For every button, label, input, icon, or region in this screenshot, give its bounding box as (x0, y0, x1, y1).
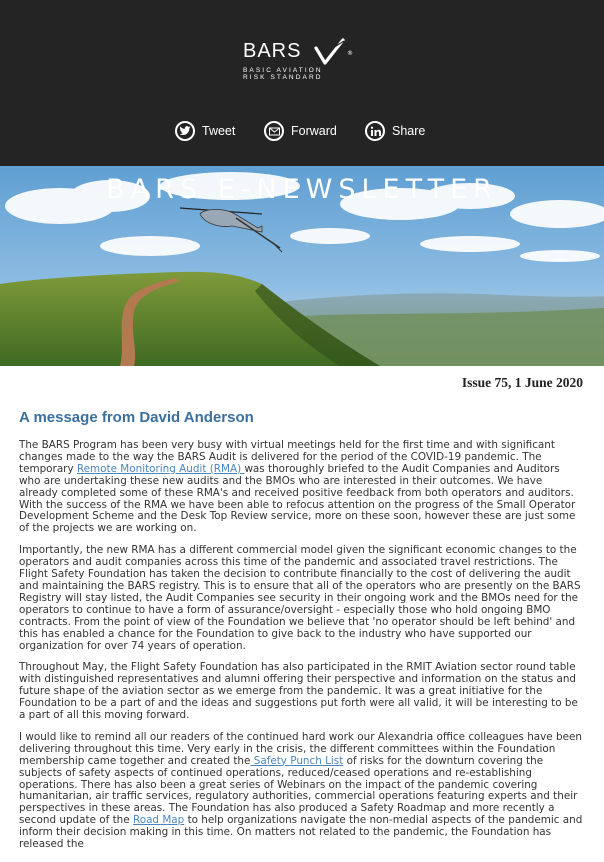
tweet-label: Tweet (202, 124, 236, 138)
safety-punch-list-link[interactable]: Safety Punch List (250, 754, 344, 767)
paragraph-4-text-b: of risks for the downturn covering the subjects of safety aspects of continued operations, reduced/ceased operations and re-establishing operations. There has also been a great series of Webinars on the impact of the pandemic covering humanitarian, air traffic services, regulatory authorities, commercial operations featuring experts and their perspectives in these areas. The Foundation has also produced a Safety Roadmap and more recently a second update of the (19, 754, 578, 827)
tagline-line-1: BASIC AVIATION (243, 67, 323, 74)
forward-label: Forward (291, 124, 337, 138)
twitter-icon (175, 121, 195, 141)
share-label: Share (392, 124, 426, 138)
bars-logo[interactable] (243, 40, 353, 81)
logo-tagline (243, 67, 323, 81)
envelope-icon (264, 121, 284, 141)
paragraph-1 (19, 440, 584, 535)
header-bar (0, 0, 604, 166)
social-share-bar (0, 118, 604, 144)
share-link[interactable] (365, 118, 425, 144)
checkmark-icon (313, 38, 347, 66)
paragraph-4-text-a: I would like to remind all our readers of the continued hard work our Alexandria office colleagues have been delivering throughout this time. Very early in the crisis, the different committees within the Foundation membership came together and created the (19, 730, 582, 767)
logo-wordmark: BARS (243, 40, 302, 62)
hero-title: BARS E-NEWSLETTER (106, 174, 498, 205)
forward-link[interactable] (264, 118, 337, 144)
paragraph-2: Importantly, the new RMA has a different commercial model given the significant economic changes to the operators and audit companies across this time of the pandemic and associated travel restrictions. The Flight Safety Foundation has taken the decision to contribute financially to the cost of delivering the audit and maintaining the BARS registry. This is to ensure that all of the operators who are presently on the BARS Registry will stay listed, the Audit Companies see security in their ongoing work and the BMOs need for the operators to continue to have a form of assurance/oversight - especially those who hold ongoing BMO contracts. From the point of view of the Foundation we believe that 'no operator should be left behind' and this has enabled a chance for the Foundation to give back to the industry who have supported our organization for over 74 years of operation. (19, 544, 581, 652)
registered-mark: ® (347, 50, 353, 57)
paragraph-4 (19, 732, 584, 851)
article-heading: A message from David Anderson (19, 409, 254, 426)
hero-banner (0, 166, 604, 366)
issue-date: Issue 75, 1 June 2020 (461, 375, 583, 390)
paragraph-1-text-b: was thoroughly briefed to the Audit Companies and Auditors who are undertaking these new audits and the BMOs who are interested in their outcomes. We have already completed some of these RMA's and received positive feedback from both operators and auditors. With the success of the RMA we have been able to refocus attention on the progress of the Small Operator Development Scheme and the Desk Top Review service, more on these soon, however these are just some of the projects we are working on. (19, 462, 576, 535)
tweet-link[interactable] (175, 118, 235, 144)
paragraph-3: Throughout May, the Flight Safety Foundation has also participated in the RMIT Aviation sector round table with distinguished representatives and alumni offering their perspective and information on the status and future shape of the aviation sector as we emerge from the pandemic. It was a great initiative for the Foundation to be a part of and the ideas and suggestions put forth were all valid, it will be interesting to be a part of all this moving forward. (19, 661, 578, 722)
road-map-link[interactable]: Road Map (132, 814, 185, 827)
article-body (0, 366, 604, 851)
paragraph-1-text-a: The BARS Program has been very busy with virtual meetings held for the first time and with significant changes made to the way the BARS Audit is delivered for the period of the COVID-19 pandemic. The temporary (19, 439, 555, 475)
paragraph-4-text-c: to help organizations navigate the non-medial aspects of the pandemic and inform their decision making in this time. On matters not related to the pandemic, the Foundation has released the (19, 814, 583, 851)
tagline-line-2: RISK STANDARD (243, 74, 323, 81)
linkedin-icon (365, 121, 385, 141)
remote-monitoring-audit-link[interactable]: Remote Monitoring Audit (RMA) (76, 462, 245, 475)
